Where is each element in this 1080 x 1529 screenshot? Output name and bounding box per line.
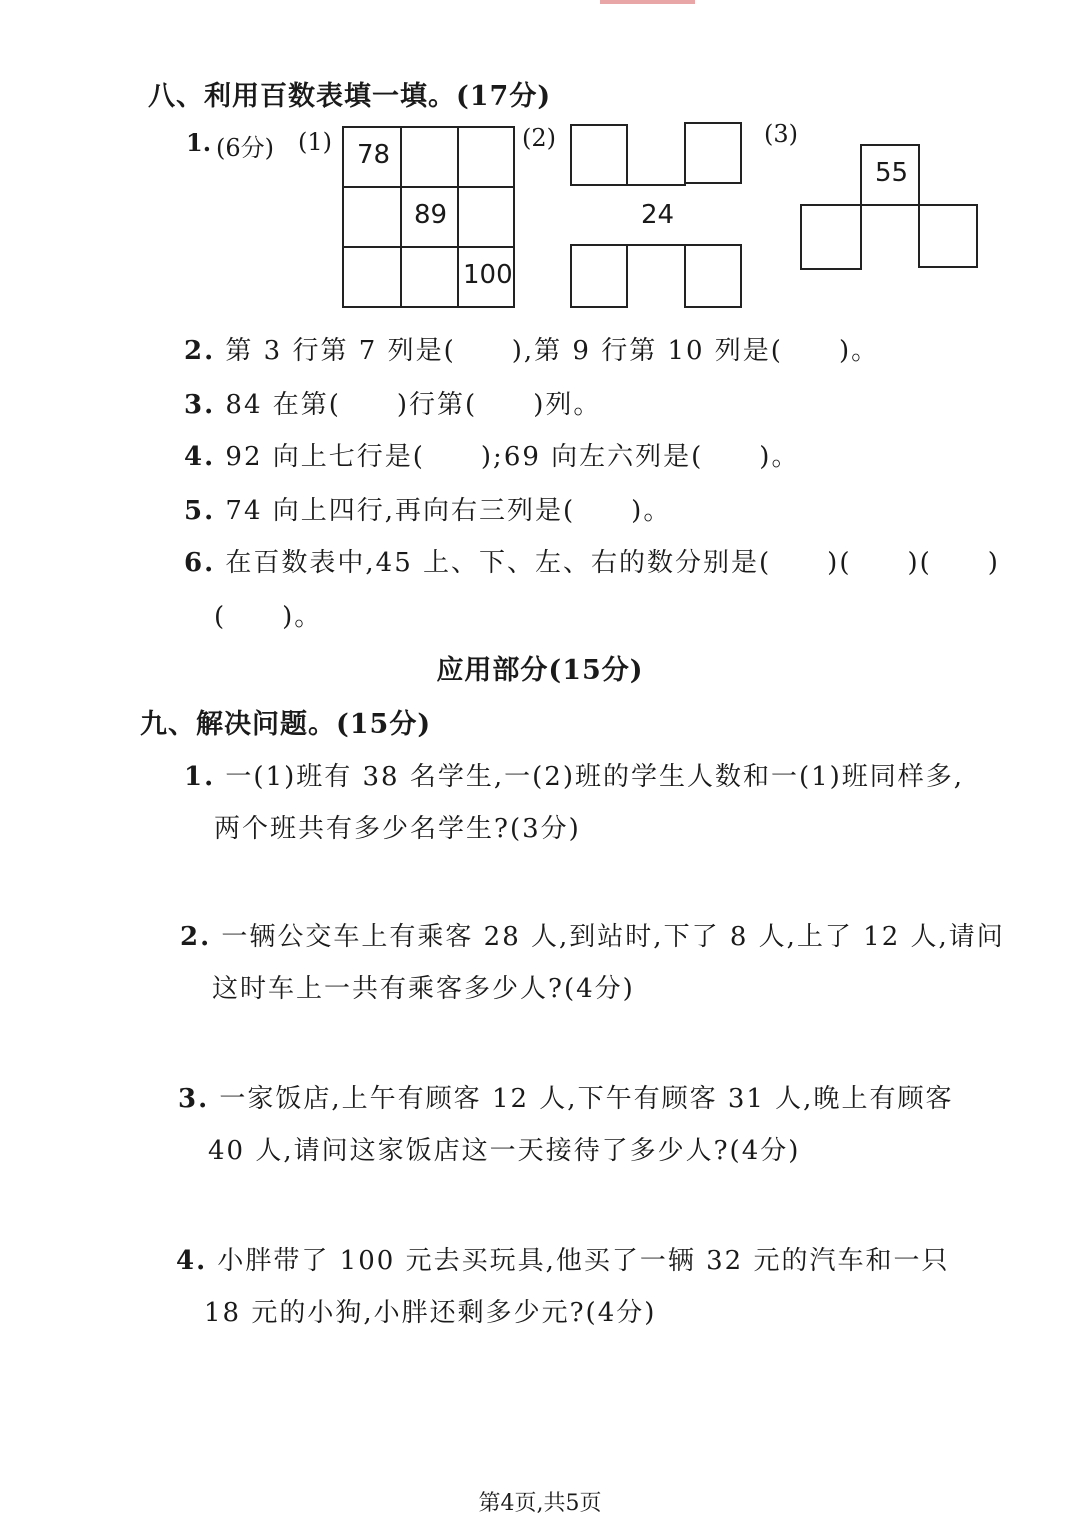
grid2-cell-bottom-right: [684, 244, 742, 308]
problem-4-line-1: [176, 1240, 949, 1277]
grid1-cell-r3c1: [342, 246, 402, 308]
application-part-title: 应用部分(15分): [436, 655, 644, 686]
q3-text: 84 在第( )行第( )列。: [225, 390, 602, 420]
grid1-cell-r1c3: [457, 126, 515, 188]
q5-number: 5.: [184, 496, 216, 526]
grid1-value-78: 78: [357, 140, 391, 170]
problem-4-line-2: 18 元的小狗,小胖还剩多少元?(4分): [204, 1298, 657, 1328]
problem-3-line-1: [178, 1078, 953, 1115]
page-footer: 第4页,共5页: [478, 1491, 602, 1516]
problem-4-number: 4.: [176, 1246, 208, 1276]
problem-1-text-1: 一(1)班有 38 名学生,一(2)班的学生人数和一(1)班同样多,: [225, 762, 965, 792]
q6-number: 6.: [184, 548, 216, 578]
problem-2-text-1: 一辆公交车上有乘客 28 人,到站时,下了 8 人,上了 12 人,请问: [221, 922, 1005, 952]
grid1-value-100: 100: [463, 260, 513, 290]
q6-text: 在百数表中,45 上、下、左、右的数分别是( )( )( ): [225, 548, 1000, 578]
question-6-continuation: ( )。: [214, 602, 323, 632]
q2-number: 2.: [184, 336, 216, 366]
q1-num: 1.: [186, 128, 212, 157]
problem-1-line-2: 两个班共有多少名学生?(3分): [214, 814, 581, 844]
grid3-cell-left: [800, 204, 862, 270]
grid2-cell-top-right: [684, 122, 742, 184]
q5-text: 74 向上四行,再向右三列是( )。: [225, 496, 672, 526]
question-2: [184, 330, 879, 367]
section-9-title: 九、解决问题。(15分): [140, 709, 432, 740]
grid2-value-24: 24: [641, 200, 675, 230]
grid3-value-55: 55: [875, 158, 909, 188]
question-3: [184, 384, 601, 421]
problem-1-number: 1.: [184, 762, 216, 792]
grid2-cell-top-left: [570, 124, 628, 186]
problem-3-number: 3.: [178, 1084, 210, 1114]
grid1-cell-r2c3: [457, 186, 515, 248]
problem-2-number: 2.: [180, 922, 212, 952]
q4-text: 92 向上七行是( );69 向左六列是( )。: [225, 442, 800, 472]
grid2-cell-bottom-left: [570, 244, 628, 308]
grid1-cell-r3c2: [400, 246, 459, 308]
problem-1-line-1: [184, 756, 964, 793]
q1-points: (6分): [216, 134, 274, 162]
grid1-cell-r1c2: [400, 126, 459, 188]
problem-2-line-2: 这时车上一共有乘客多少人?(4分): [212, 974, 635, 1004]
q3-number: 3.: [184, 390, 216, 420]
question-5: [184, 490, 671, 527]
q2-text: 第 3 行第 7 列是( ),第 9 行第 10 列是( )。: [225, 336, 880, 366]
problem-2-line-1: [180, 916, 1005, 953]
q4-number: 4.: [184, 442, 216, 472]
q1-number: [186, 128, 211, 157]
grid1-cell-r2c1: [342, 186, 402, 248]
question-4: [184, 436, 799, 473]
problem-3-text-1: 一家饭店,上午有顾客 12 人,下午有顾客 31 人,晚上有顾客: [219, 1084, 954, 1114]
q1-part3-label: (3): [764, 120, 798, 148]
top-edge-mark: [600, 0, 695, 4]
section-8-title: 八、利用百数表填一填。(17分): [148, 81, 552, 112]
grid1-value-89: 89: [414, 200, 448, 230]
q1-part2-label: (2): [522, 124, 556, 152]
problem-4-text-1: 小胖带了 100 元去买玩具,他买了一辆 32 元的汽车和一只: [217, 1246, 950, 1276]
problem-3-line-2: 40 人,请问这家饭店这一天接待了多少人?(4分): [208, 1136, 801, 1166]
grid3-cell-right: [918, 204, 978, 268]
question-6: [184, 542, 1000, 579]
q1-part1-label: (1): [298, 128, 332, 156]
